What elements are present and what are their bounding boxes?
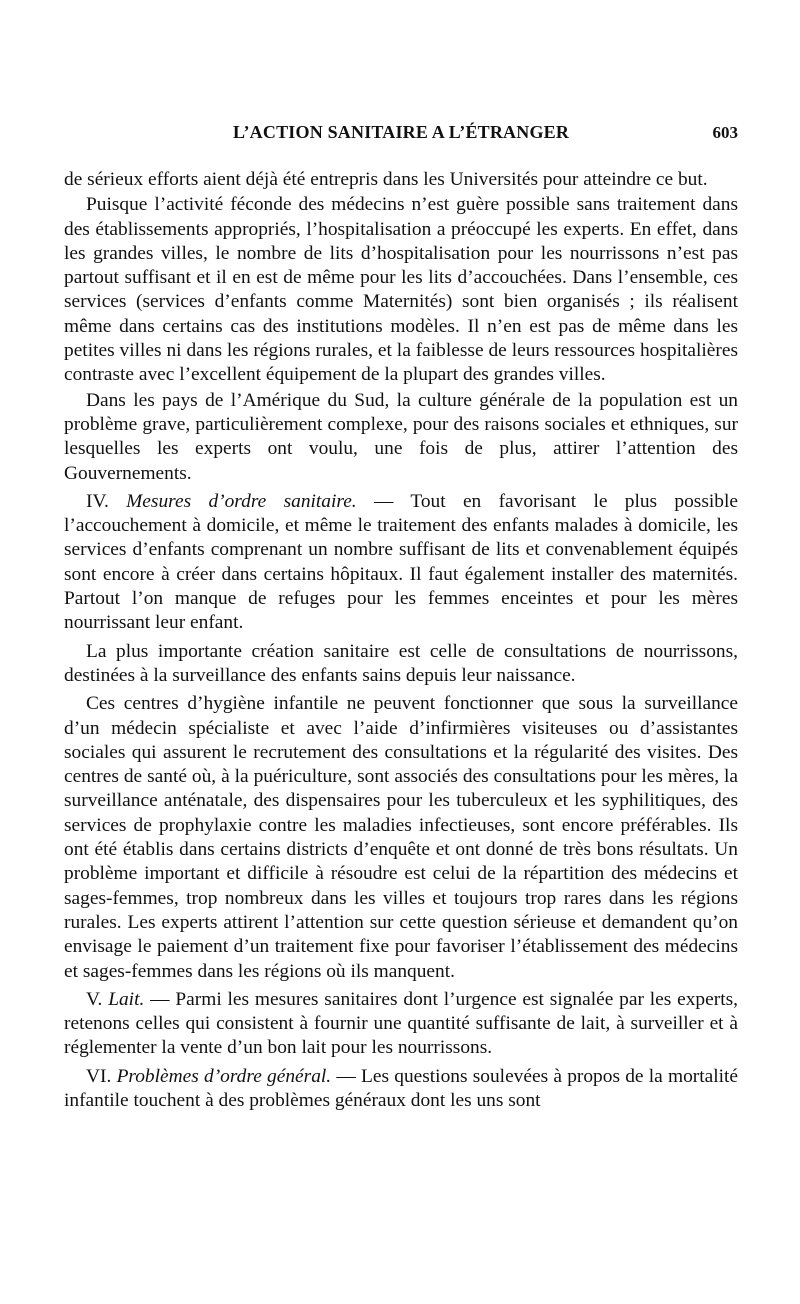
section-heading: Problèmes d’ordre général. <box>116 1065 332 1087</box>
paragraph: Puisque l’activité féconde des médecins n’est guère possible sans traitement dans des établissements appropriés, l’hospitalisation a préoccupé les experts. En effet, dans les grandes villes, le nombre de lits d’hospitalisation pour les nourrissons n’est pas partout suffisant et il en est de même pour les lits d’accouchées. Dans l’ensemble, ces services (services d’enfants comme Maternités) sont bien organisés ; ils réalisent même dans certains cas des institutions modèles. Il n’en est pas de même dans les petites villes ni dans les régions rurales, et la faiblesse de leurs ressources hospitalières contraste avec l’excellent équipement de la plupart des grandes villes. <box>64 194 738 386</box>
section-number: VI. <box>86 1065 112 1087</box>
page-number: 603 <box>712 123 738 142</box>
body-text <box>64 168 738 1113</box>
running-title: L’ACTION SANITAIRE A L’ÉTRANGER <box>232 122 570 142</box>
paragraph: Dans les pays de l’Amérique du Sud, la culture générale de la population est un problème grave, particulièrement complexe, pour des raisons sociales et ethniques, sur lesquelles les experts ont voulu, une fois de plus, attirer l’attention des Gouvernements. <box>64 389 738 484</box>
section-paragraph: IV. Mesures d’ordre sanitaire. — Tout en favorisant le plus possible l’accouchement à domicile, et même le traitement des enfants malades à domicile, les services d’enfants comprenant un nombre suffisant de lits et convenablement équipés sont encore à créer dans certains hôpitaux. Il faut également installer des maternités. Partout l’on manque de refuges pour les femmes enceintes et pour les mères nourrissant leur enfant. <box>64 490 738 634</box>
section-number: V. <box>86 988 103 1010</box>
page-header <box>64 122 738 152</box>
section-heading: Mesures d’ordre sanitaire. <box>126 490 357 512</box>
section-heading: Lait. <box>108 988 145 1010</box>
section-paragraph: V. Lait. — Parmi les mesures sanitaires dont l’urgence est signalée par les experts, retenons celles qui consistent à fournir une quantité suffisante de lait, à surveiller et à réglementer la vente d’un bon lait pour les nourrissons. <box>64 988 738 1059</box>
paragraph: de sérieux efforts aient déjà été entrepris dans les Universités pour atteindre ce but. <box>64 169 708 190</box>
paragraph: Ces centres d’hygiène infantile ne peuvent fonctionner que sous la surveillance d’un médecin spécialiste et avec l’aide d’infirmières visiteuses ou d’assistantes sociales qui assurent le recrutement des consultations et la régularité des visites. Des centres de santé où, à la puériculture, sont associés des consultations pour les mères, la surveillance anténatale, des dispensaires pour les tuberculeux et les syphilitiques, des services de prophylaxie contre les maladies infectieuses, sont encore préférables. Ils ont été établis dans certains districts d’enquête et ont donné de très bons résultats. Un problème important et difficile à résoudre est celui de la répartition des médecins et sages-femmes, trop nombreux dans les villes et toujours trop rares dans les régions rurales. Les experts attirent l’attention sur cette question sérieuse et demandent qu’on envisage le paiement d’un traitement fixe pour favoriser l’établissement des médecins et sages-femmes dans les régions où ils manquent. <box>64 693 738 982</box>
section-number: IV. <box>86 490 109 512</box>
section-paragraph: VI. Problèmes d’ordre général. — Les questions soulevées à propos de la mortalité infantile touchent à des problèmes généraux dont les uns sont <box>64 1065 738 1111</box>
paragraph: La plus importante création sanitaire est celle de consultations de nourrissons, destinées à la surveillance des enfants sains depuis leur naissance. <box>64 640 738 686</box>
